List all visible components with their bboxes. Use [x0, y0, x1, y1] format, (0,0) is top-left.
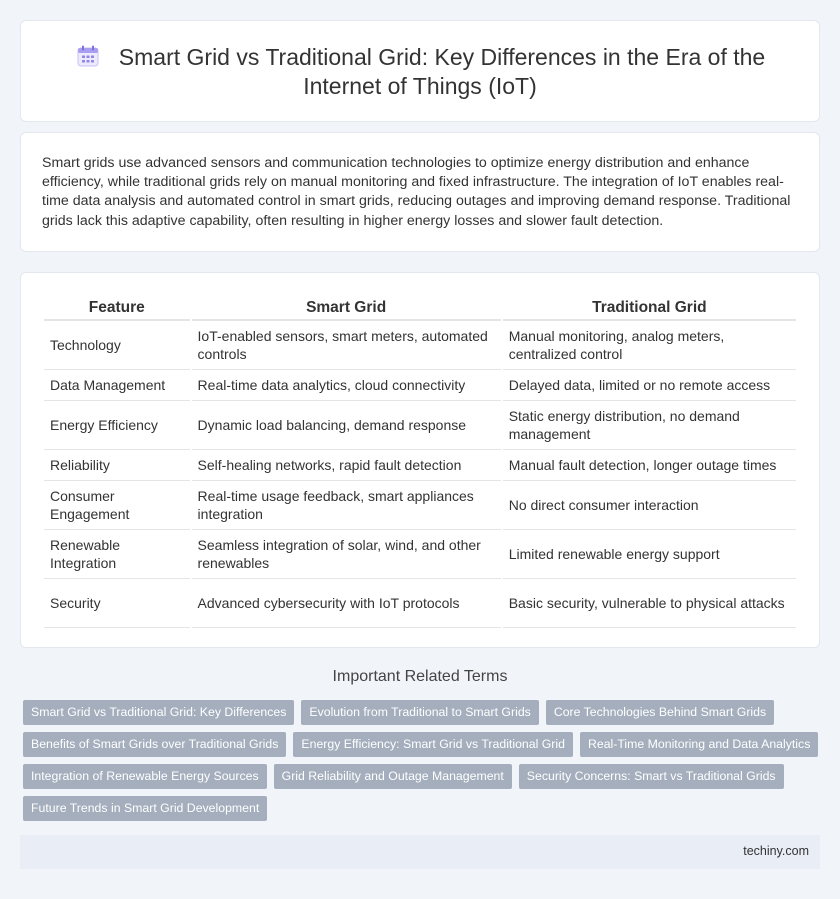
header-smart-grid: Smart Grid [192, 297, 501, 321]
table-row [44, 321, 796, 370]
table-row [44, 481, 796, 530]
calendar-grid-icon [75, 43, 101, 69]
intro-paragraph: Smart grids use advanced sensors and communication technologies to optimize energy distribution and enhance efficiency, while traditional grids rely on manual monitoring and fixed infrastructure. The integration of IoT enables real-time data analysis and automated control in smart grids, reducing outages and improving demand response. Traditional grids lack this adaptive capability, often resulting in higher energy losses and slower fault detection. [42, 155, 791, 229]
table-header-row [44, 297, 796, 321]
cell-feature: Energy Efficiency [44, 401, 190, 450]
cell-smart: Seamless integration of solar, wind, and other renewables [192, 530, 501, 579]
page-title [61, 43, 779, 101]
cell-feature: Data Management [44, 370, 190, 401]
tag-row [23, 764, 823, 789]
tag-row [23, 700, 823, 725]
tag-row [23, 796, 823, 821]
footer [20, 835, 820, 869]
cell-smart: Real-time data analytics, cloud connectivity [192, 370, 501, 401]
table-row [44, 579, 796, 628]
table-row [44, 530, 796, 579]
cell-smart: Real-time usage feedback, smart appliances integration [192, 481, 501, 530]
title-wrap [61, 43, 779, 101]
comparison-card [20, 272, 820, 648]
related-term-link[interactable]: Evolution from Traditional to Smart Grids [301, 700, 538, 725]
table-row [44, 401, 796, 450]
cell-traditional: Static energy distribution, no demand management [503, 401, 796, 450]
cell-feature: Reliability [44, 450, 190, 481]
header-feature: Feature [44, 297, 190, 321]
related-terms-title: Important Related Terms [332, 668, 508, 685]
header-card [20, 20, 820, 122]
related-term-link[interactable]: Real-Time Monitoring and Data Analytics [580, 732, 818, 757]
cell-feature: Consumer Engagement [44, 481, 190, 530]
related-term-link[interactable]: Future Trends in Smart Grid Development [23, 796, 267, 821]
cell-traditional: Manual fault detection, longer outage times [503, 450, 796, 481]
related-term-link[interactable]: Integration of Renewable Energy Sources [23, 764, 267, 789]
related-term-link[interactable]: Grid Reliability and Outage Management [274, 764, 512, 789]
cell-smart: IoT-enabled sensors, smart meters, automated controls [192, 321, 501, 370]
cell-traditional: Basic security, vulnerable to physical attacks [503, 579, 796, 628]
related-term-link[interactable]: Security Concerns: Smart vs Traditional Grids [519, 764, 784, 789]
table-row [44, 370, 796, 401]
tag-row [23, 732, 823, 757]
cell-traditional: Limited renewable energy support [503, 530, 796, 579]
cell-feature: Renewable Integration [44, 530, 190, 579]
cell-smart: Self-healing networks, rapid fault detection [192, 450, 501, 481]
page-title-text: Smart Grid vs Traditional Grid: Key Differences in the Era of the Internet of Things (IoT) [118, 44, 766, 99]
cell-feature: Technology [44, 321, 190, 370]
cell-traditional: Manual monitoring, analog meters, centralized control [503, 321, 796, 370]
table-row [44, 450, 796, 481]
related-term-link[interactable]: Smart Grid vs Traditional Grid: Key Differences [23, 700, 294, 725]
cell-smart: Advanced cybersecurity with IoT protocols [192, 579, 501, 628]
related-term-link[interactable]: Energy Efficiency: Smart Grid vs Traditional Grid [293, 732, 573, 757]
cell-traditional: Delayed data, limited or no remote access [503, 370, 796, 401]
related-term-link[interactable]: Core Technologies Behind Smart Grids [546, 700, 774, 725]
related-term-link[interactable]: Benefits of Smart Grids over Traditional Grids [23, 732, 286, 757]
cell-smart: Dynamic load balancing, demand response [192, 401, 501, 450]
cell-feature: Security [44, 579, 190, 628]
header-traditional-grid: Traditional Grid [503, 297, 796, 321]
related-terms-list [23, 700, 823, 828]
footer-site-link[interactable]: techiny.com [743, 844, 809, 858]
cell-traditional: No direct consumer interaction [503, 481, 796, 530]
comparison-table [42, 297, 798, 628]
intro-card [20, 132, 820, 252]
